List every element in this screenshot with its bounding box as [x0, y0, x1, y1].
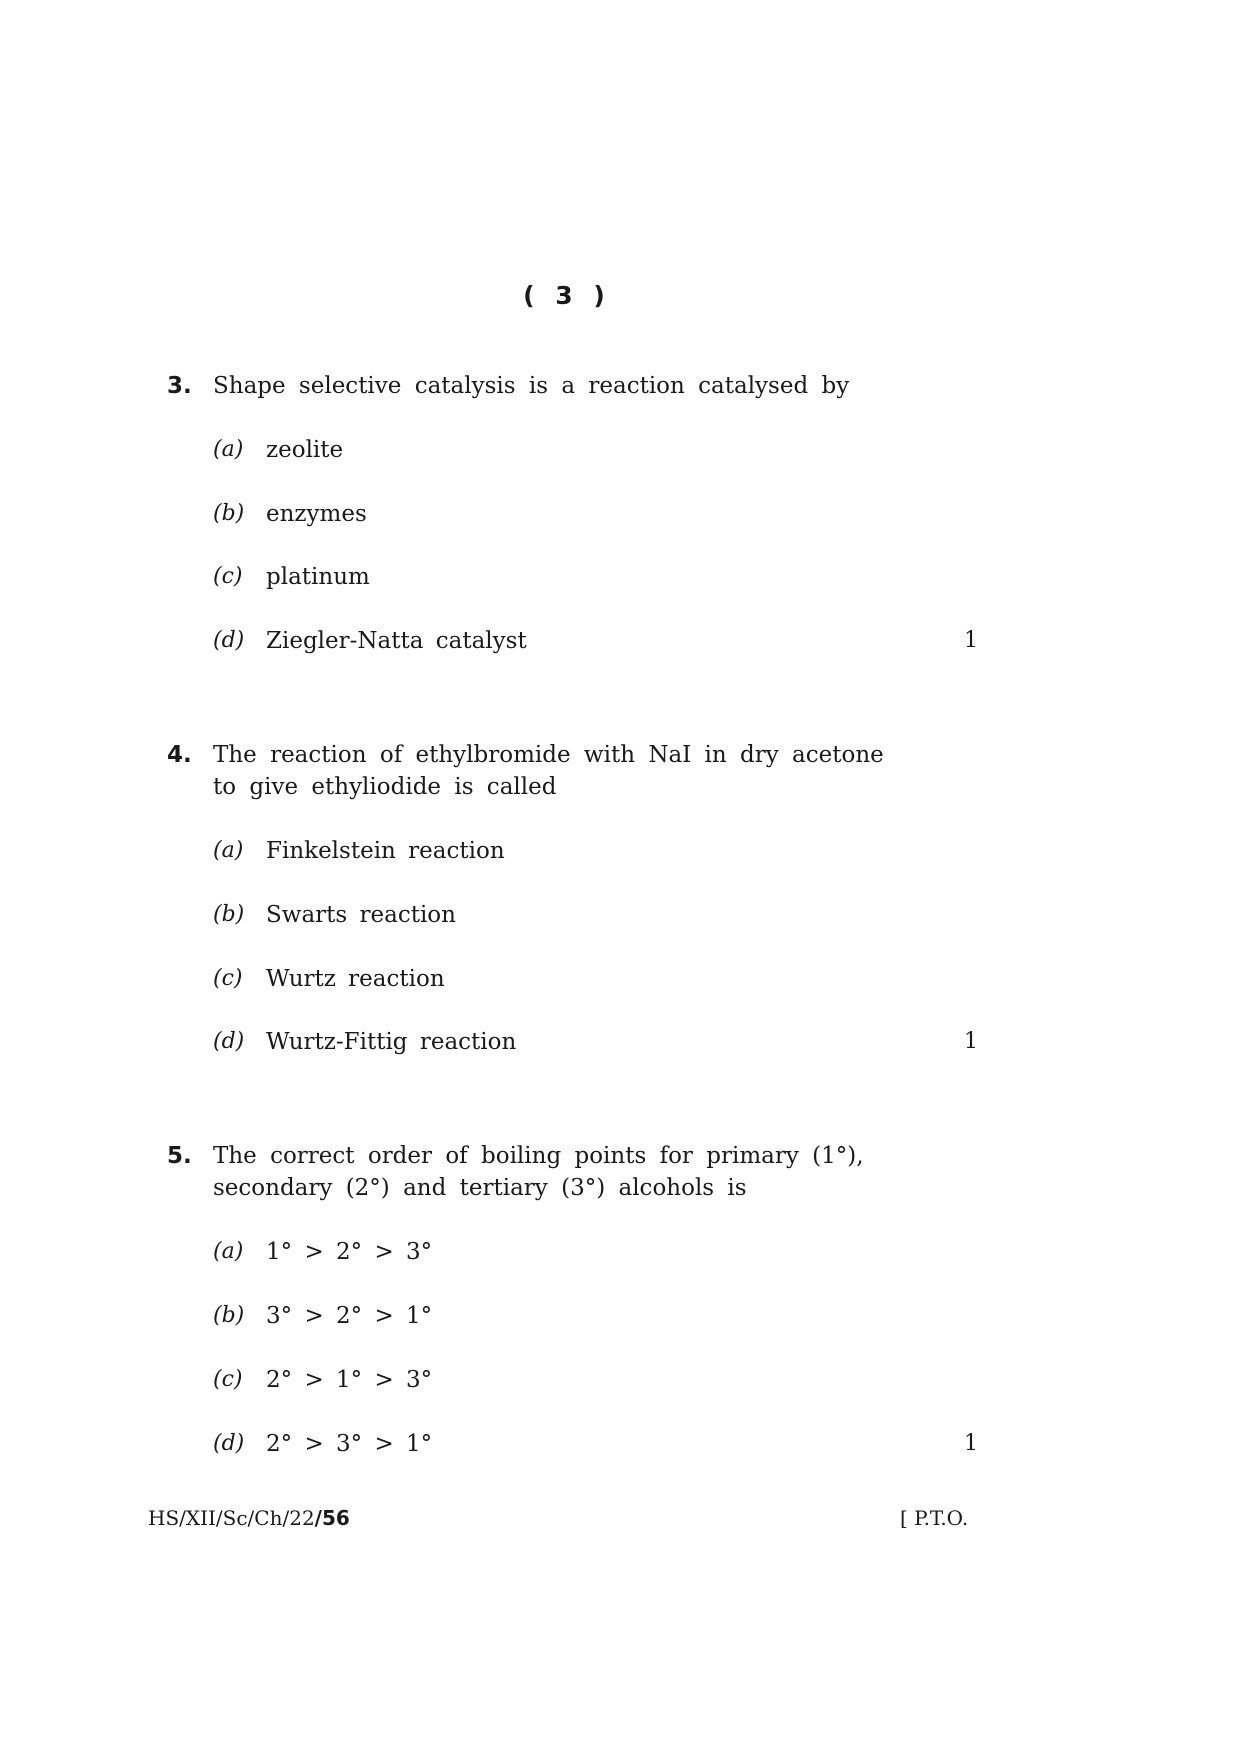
option-label: (c) — [213, 564, 243, 589]
option-text: enzymes — [266, 501, 367, 527]
marks: 1 — [964, 1431, 978, 1456]
option-row — [0, 434, 1241, 466]
option-text: platinum — [266, 564, 370, 590]
option-text: Ziegler-Natta catalyst — [266, 628, 527, 654]
question-text-line: to give ethyliodide is called — [213, 774, 557, 800]
option-text: Finkelstein reaction — [266, 838, 505, 864]
option-row — [0, 1364, 1241, 1396]
question-text — [213, 1140, 933, 1204]
option-row — [0, 498, 1241, 530]
option-label: (a) — [213, 437, 244, 462]
option-row — [0, 1236, 1241, 1268]
question-number: 4. — [167, 742, 192, 768]
paper-code-prefix: HS/XII/Sc/Ch/22 — [148, 1506, 315, 1530]
option-row — [0, 899, 1241, 931]
option-text: 2° > 3° > 1° — [266, 1431, 433, 1457]
option-row — [0, 1428, 1241, 1460]
option-row — [0, 963, 1241, 995]
option-label: (b) — [213, 902, 245, 927]
marks: 1 — [964, 628, 978, 653]
question-text-line: The correct order of boiling points for primary (1°), — [213, 1143, 864, 1169]
option-text: Wurtz reaction — [266, 966, 445, 992]
option-row — [0, 1300, 1241, 1332]
option-label: (a) — [213, 838, 244, 863]
option-row — [0, 1026, 1241, 1058]
option-row — [0, 561, 1241, 593]
option-text: Wurtz-Fittig reaction — [266, 1029, 517, 1055]
option-label: (d) — [213, 1431, 245, 1456]
option-row — [0, 835, 1241, 867]
option-text: 2° > 1° > 3° — [266, 1367, 433, 1393]
question-text — [213, 370, 933, 402]
option-label: (c) — [213, 966, 243, 991]
question-number: 5. — [167, 1143, 192, 1169]
question-text — [213, 739, 933, 803]
page-number: ( 3 ) — [523, 281, 607, 310]
option-text: zeolite — [266, 437, 344, 463]
question-text-line: Shape selective catalysis is a reaction catalysed by — [213, 373, 850, 399]
question-text-line: secondary (2°) and tertiary (3°) alcohols is — [213, 1175, 747, 1201]
option-label: (b) — [213, 1303, 245, 1328]
please-turn-over: [ P.T.O. — [900, 1506, 969, 1530]
option-label: (a) — [213, 1239, 244, 1264]
option-label: (d) — [213, 628, 245, 653]
marks: 1 — [964, 1029, 978, 1054]
paper-code — [148, 1504, 350, 1532]
option-text: Swarts reaction — [266, 902, 456, 928]
question-text-line: The reaction of ethylbromide with NaI in dry acetone — [213, 742, 884, 768]
option-row — [0, 625, 1241, 657]
paper-code-suffix: /56 — [314, 1506, 350, 1530]
option-label: (b) — [213, 501, 245, 526]
option-text: 1° > 2° > 3° — [266, 1239, 433, 1265]
question-number: 3. — [167, 373, 192, 399]
option-label: (c) — [213, 1367, 243, 1392]
option-text: 3° > 2° > 1° — [266, 1303, 433, 1329]
option-label: (d) — [213, 1029, 245, 1054]
